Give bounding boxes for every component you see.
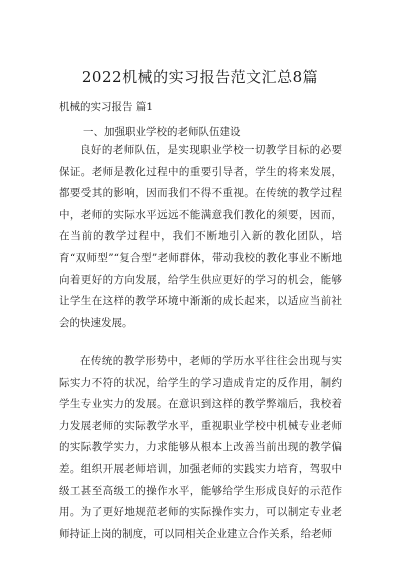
document-title: 2022机械的实习报告范文汇总8篇 bbox=[81, 68, 319, 86]
section-heading: 一、加强职业学校的老师队伍建设 bbox=[83, 126, 241, 138]
paragraph: 在传统的教学形势中，老师的学历水平往往会出现与实际实力不符的状况，给学生的学习造成肯定的反作用，制约学生专业实力的发展。在意识到这样的教学弊端后，我校着力发展老师的实际教学水平，重视职业学校中机械专业老师的实际教学实力，力求能够从根本上改善当前出现的教学偏差。组织开展老师培训，加强老师的实践实力培育，驾驭中级工甚至高级工的操作水平，能够给学生形成良好的示范作用。为了更好地规范老师的实际操作实力，可以制定专业老师持证上岗的制度，可以同相关企业建立合作关系，给老师 bbox=[59, 355, 342, 540]
paragraph: 良好的老师队伍，是实现职业学校一切教学目标的必要保证。老师是教化过程中的重要引导者，学生的将来发展，都要受其的影响，因而我们不得不重视。在传统的教学过程中，老师的实际水平远远不能满意我们教化的须要，因而，在当前的教学过程中，我们不断地引入新的教化团队，培育“双师型”“复合型”老师群体，带动我校的教化事业不断地向着更好的方向发展，给学生供应更好的学习的机会，能够让学生在这样的教学环境中渐渐的成长起来，以适应当前社会的快速发展。 bbox=[59, 144, 342, 329]
section-title: 机械的实习报告 篇1 bbox=[59, 101, 154, 113]
